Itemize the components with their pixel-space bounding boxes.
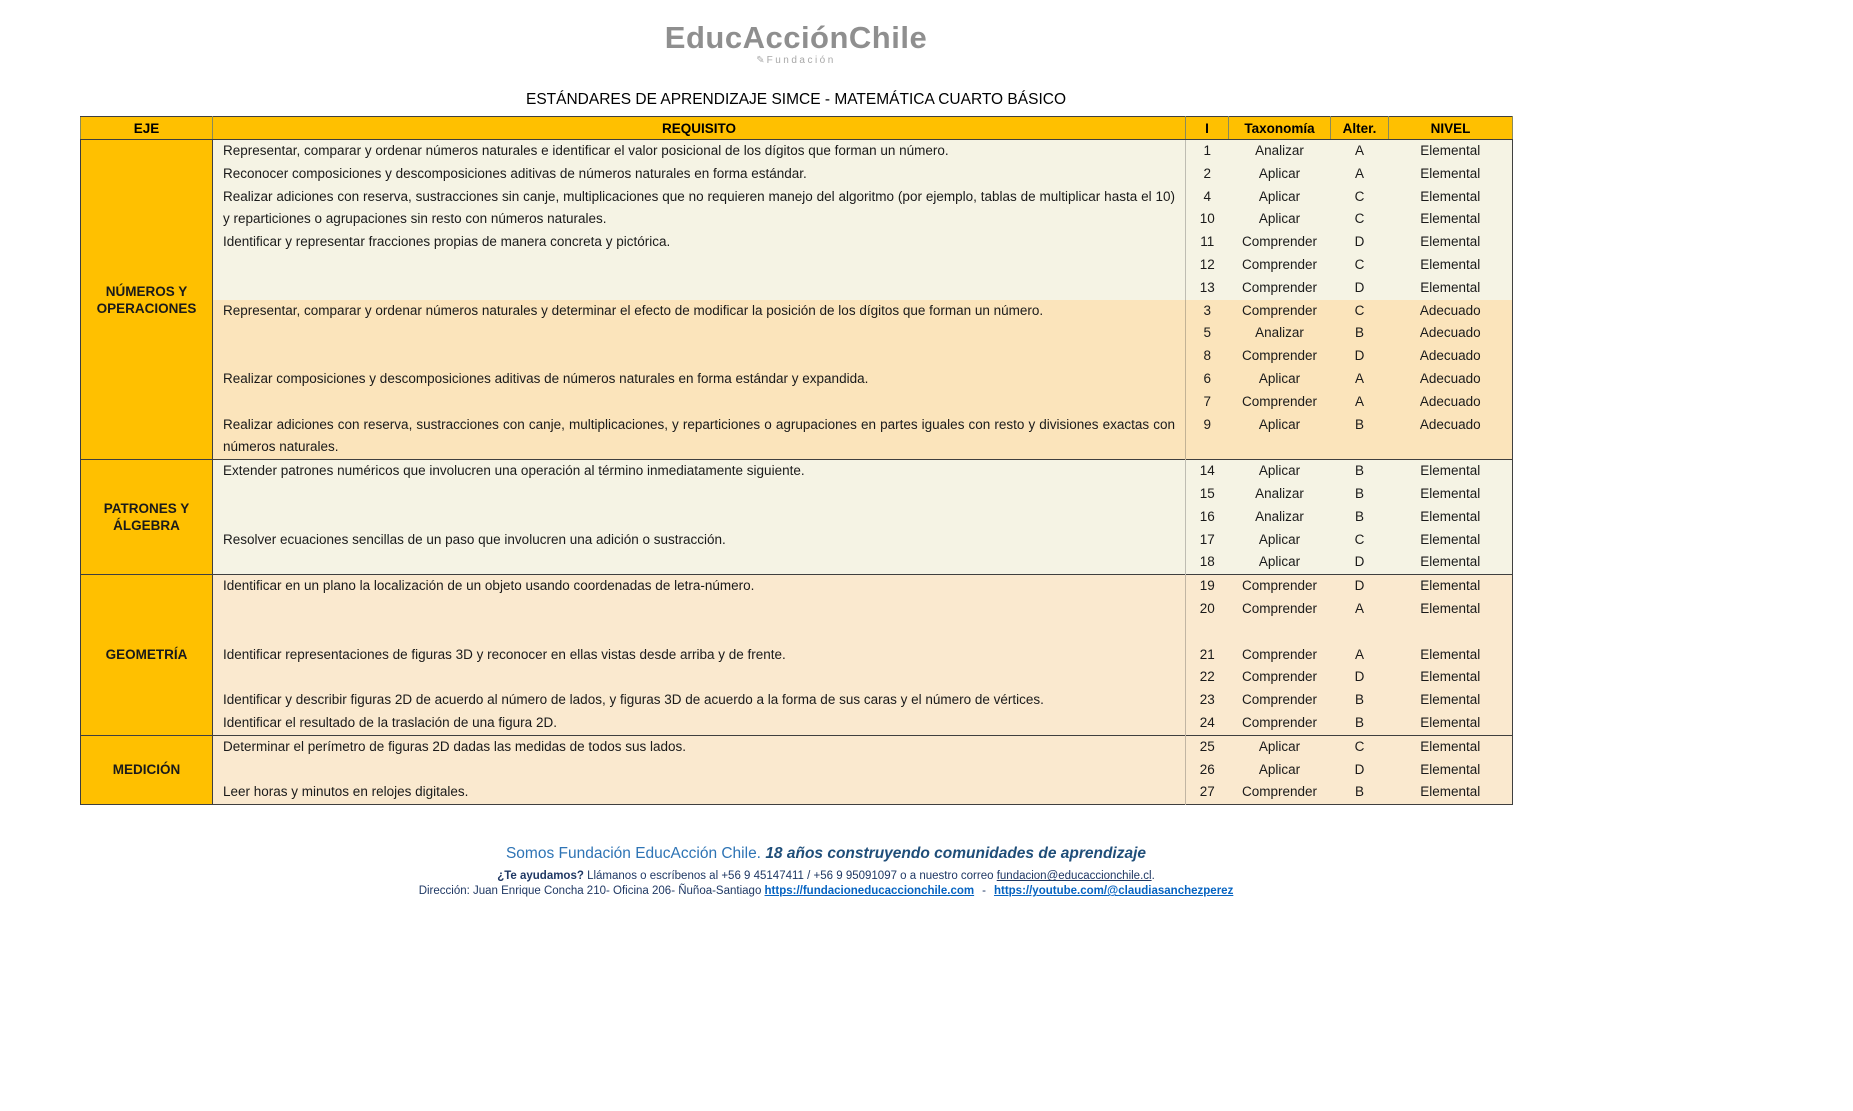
item-number: 22 xyxy=(1186,666,1229,689)
alternativa-value: A xyxy=(1331,368,1389,391)
table-row xyxy=(81,712,1513,735)
nivel-value: Elemental xyxy=(1389,644,1513,667)
column-header-item: I xyxy=(1186,117,1229,140)
email-link[interactable]: fundacion@educaccionchile.cl xyxy=(996,870,1152,883)
nivel-value: Adecuado xyxy=(1389,368,1513,391)
alternativa-value: A xyxy=(1331,163,1389,186)
taxonomia-value: Comprender xyxy=(1229,598,1331,621)
footer-contact-text: Llámanos o escríbenos al +56 9 45147411 / +56 9 95091097 o a nuestro correo xyxy=(583,870,997,883)
taxonomia-value: Comprender xyxy=(1229,689,1331,712)
alternativa-value: B xyxy=(1331,712,1389,735)
item-number: 11 xyxy=(1186,231,1229,254)
alternativa-value: A xyxy=(1331,391,1389,414)
requisito-cell: Identificar el resultado de la traslación de una figura 2D. xyxy=(213,712,1186,735)
footer-address-text: Dirección: Juan Enrique Concha 210- Oficina 206- Ñuñoa-Santiago xyxy=(418,885,765,898)
alternativa-value: B xyxy=(1331,689,1389,712)
alternativa-value: B xyxy=(1331,460,1389,483)
requisito-cell: Determinar el perímetro de figuras 2D dadas las medidas de todos sus lados. xyxy=(213,735,1186,781)
item-number: 20 xyxy=(1186,598,1229,621)
item-number: 21 xyxy=(1186,644,1229,667)
column-header-requisito: REQUISITO xyxy=(213,117,1186,140)
table-row xyxy=(81,186,1513,209)
item-number: 24 xyxy=(1186,712,1229,735)
nivel-value: Elemental xyxy=(1389,551,1513,574)
standards-table xyxy=(80,116,1513,805)
item-number: 1 xyxy=(1186,140,1229,163)
item-number xyxy=(1186,621,1229,644)
item-number: 25 xyxy=(1186,735,1229,758)
footer-contact xyxy=(110,870,1542,882)
taxonomia-value: Aplicar xyxy=(1229,208,1331,231)
alternativa-value: C xyxy=(1331,186,1389,209)
taxonomia-value: Comprender xyxy=(1229,254,1331,277)
taxonomia-value: Aplicar xyxy=(1229,529,1331,552)
requisito-cell: Leer horas y minutos en relojes digitales. xyxy=(213,781,1186,804)
requisito-cell: Realizar composiciones y descomposiciones aditivas de números naturales en forma estándar y expandida. xyxy=(213,368,1186,414)
requisito-cell: Identificar en un plano la localización de un objeto usando coordenadas de letra-número. xyxy=(213,575,1186,644)
alternativa-value: B xyxy=(1331,483,1389,506)
taxonomia-value xyxy=(1229,621,1331,644)
eje-cell: PATRONES Y ÁLGEBRA xyxy=(81,460,213,575)
table-row xyxy=(81,575,1513,598)
taxonomia-value: Comprender xyxy=(1229,575,1331,598)
nivel-value: Elemental xyxy=(1389,277,1513,300)
column-header-alter: Alter. xyxy=(1331,117,1389,140)
alternativa-value: D xyxy=(1331,231,1389,254)
taxonomia-value: Aplicar xyxy=(1229,759,1331,782)
item-number: 16 xyxy=(1186,506,1229,529)
item-number: 26 xyxy=(1186,759,1229,782)
brand-logo: EducAcciónChile xyxy=(664,20,928,55)
taxonomia-value: Analizar xyxy=(1229,483,1331,506)
footer-link-separator: - xyxy=(982,885,986,898)
table-row xyxy=(81,460,1513,483)
item-number: 3 xyxy=(1186,300,1229,323)
alternativa-value: A xyxy=(1331,598,1389,621)
item-number: 6 xyxy=(1186,368,1229,391)
taxonomia-value: Analizar xyxy=(1229,506,1331,529)
alternativa-value: C xyxy=(1331,300,1389,323)
brand-tagline xyxy=(80,56,1512,66)
table-row xyxy=(81,163,1513,186)
requisito-cell: Identificar y describir figuras 2D de acuerdo al número de lados, y figuras 3D de acuerdo a la forma de sus caras y el número de vértices. xyxy=(213,689,1186,712)
standards-table-body xyxy=(81,140,1513,805)
nivel-value: Elemental xyxy=(1389,460,1513,483)
nivel-value xyxy=(1389,437,1513,460)
nivel-value: Elemental xyxy=(1389,529,1513,552)
item-number: 10 xyxy=(1186,208,1229,231)
alternativa-value: C xyxy=(1331,208,1389,231)
taxonomia-value: Comprender xyxy=(1229,712,1331,735)
item-number: 13 xyxy=(1186,277,1229,300)
alternativa-value: B xyxy=(1331,506,1389,529)
alternativa-value: B xyxy=(1331,781,1389,804)
alternativa-value: D xyxy=(1331,759,1389,782)
taxonomia-value: Comprender xyxy=(1229,781,1331,804)
header-row xyxy=(81,117,1513,140)
alternativa-value: B xyxy=(1331,322,1389,345)
taxonomia-value: Aplicar xyxy=(1229,551,1331,574)
nivel-value: Elemental xyxy=(1389,759,1513,782)
footer-tagline xyxy=(110,845,1542,863)
footer-contact-period: . xyxy=(1151,870,1155,883)
footer-tagline-regular: Somos Fundación EducAcción Chile. xyxy=(505,845,766,863)
alternativa-value: D xyxy=(1331,666,1389,689)
requisito-cell: Reconocer composiciones y descomposiciones aditivas de números naturales en forma estándar. xyxy=(213,163,1186,186)
table-row xyxy=(81,529,1513,552)
taxonomia-value: Comprender xyxy=(1229,345,1331,368)
nivel-value: Elemental xyxy=(1389,483,1513,506)
alternativa-value: C xyxy=(1331,254,1389,277)
item-number: 8 xyxy=(1186,345,1229,368)
item-number: 17 xyxy=(1186,529,1229,552)
column-header-taxonomia: Taxonomía xyxy=(1229,117,1331,140)
table-row xyxy=(81,781,1513,804)
nivel-value: Elemental xyxy=(1389,140,1513,163)
requisito-cell: Representar, comparar y ordenar números naturales y determinar el efecto de modificar la posición de los dígitos que forman un número. xyxy=(213,300,1186,368)
alternativa-value: A xyxy=(1331,140,1389,163)
requisito-cell: Identificar representaciones de figuras 3D y reconocer en ellas vistas desde arriba y de frente. xyxy=(213,644,1186,690)
nivel-value: Elemental xyxy=(1389,735,1513,758)
nivel-value: Adecuado xyxy=(1389,414,1513,437)
footer-contact-question: ¿Te ayudamos? xyxy=(497,870,584,883)
alternativa-value: B xyxy=(1331,414,1389,437)
eje-cell: GEOMETRÍA xyxy=(81,575,213,736)
item-number: 12 xyxy=(1186,254,1229,277)
table-row xyxy=(81,735,1513,758)
taxonomia-value: Aplicar xyxy=(1229,186,1331,209)
nivel-value: Elemental xyxy=(1389,163,1513,186)
item-number: 2 xyxy=(1186,163,1229,186)
taxonomia-value: Comprender xyxy=(1229,277,1331,300)
taxonomia-value: Aplicar xyxy=(1229,368,1331,391)
alternativa-value: C xyxy=(1331,529,1389,552)
nivel-value: Elemental xyxy=(1389,712,1513,735)
nivel-value: Elemental xyxy=(1389,666,1513,689)
pen-icon: ✎ xyxy=(756,55,765,66)
brand-tagline-label: Fundación xyxy=(766,55,836,66)
item-number: 15 xyxy=(1186,483,1229,506)
footer-tagline-bold: 18 años construyendo comunidades de aprendizaje xyxy=(765,845,1147,863)
taxonomia-value: Aplicar xyxy=(1229,460,1331,483)
item-number: 14 xyxy=(1186,460,1229,483)
taxonomia-value: Comprender xyxy=(1229,666,1331,689)
taxonomia-value: Comprender xyxy=(1229,644,1331,667)
nivel-value: Elemental xyxy=(1389,689,1513,712)
alternativa-value: D xyxy=(1331,551,1389,574)
column-header-eje: EJE xyxy=(81,117,213,140)
taxonomia-value: Aplicar xyxy=(1229,735,1331,758)
nivel-value: Elemental xyxy=(1389,254,1513,277)
taxonomia-value: Comprender xyxy=(1229,231,1331,254)
item-number: 9 xyxy=(1186,414,1229,437)
nivel-value: Adecuado xyxy=(1389,322,1513,345)
alternativa-value: D xyxy=(1331,575,1389,598)
taxonomia-value: Aplicar xyxy=(1229,414,1331,437)
nivel-value: Adecuado xyxy=(1389,345,1513,368)
table-row xyxy=(81,368,1513,391)
item-number: 5 xyxy=(1186,322,1229,345)
taxonomia-value: Analizar xyxy=(1229,140,1331,163)
eje-cell: MEDICIÓN xyxy=(81,735,213,804)
nivel-value: Elemental xyxy=(1389,231,1513,254)
taxonomia-value: Comprender xyxy=(1229,391,1331,414)
table-row xyxy=(81,644,1513,667)
table-row xyxy=(81,414,1513,437)
column-header-nivel: NIVEL xyxy=(1389,117,1513,140)
item-number xyxy=(1186,437,1229,460)
nivel-value: Elemental xyxy=(1389,598,1513,621)
alternativa-value xyxy=(1331,437,1389,460)
brand-header xyxy=(80,22,1512,66)
table-row xyxy=(81,140,1513,163)
nivel-value: Elemental xyxy=(1389,575,1513,598)
table-row xyxy=(81,300,1513,323)
taxonomia-value xyxy=(1229,437,1331,460)
requisito-cell: Resolver ecuaciones sencillas de un paso que involucren una adición o sustracción. xyxy=(213,529,1186,575)
alternativa-value: C xyxy=(1331,735,1389,758)
alternativa-value: D xyxy=(1331,277,1389,300)
website-link[interactable]: https://fundacioneducaccionchile.com xyxy=(764,885,975,898)
item-number: 27 xyxy=(1186,781,1229,804)
requisito-cell: Realizar adiciones con reserva, sustracciones sin canje, multiplicaciones que no requieren manejo del algoritmo (por ejemplo, tablas de multiplicar hasta el 10) y reparticiones o agrupaciones sin resto con números naturales. xyxy=(213,186,1186,232)
item-number: 4 xyxy=(1186,186,1229,209)
nivel-value: Adecuado xyxy=(1389,300,1513,323)
page-title: ESTÁNDARES DE APRENDIZAJE SIMCE - MATEMÁTICA CUARTO BÁSICO xyxy=(525,91,1066,108)
table-row xyxy=(81,689,1513,712)
item-number: 7 xyxy=(1186,391,1229,414)
taxonomia-value: Aplicar xyxy=(1229,163,1331,186)
item-number: 23 xyxy=(1186,689,1229,712)
nivel-value: Adecuado xyxy=(1389,391,1513,414)
requisito-cell: Identificar y representar fracciones propias de manera concreta y pictórica. xyxy=(213,231,1186,299)
nivel-value xyxy=(1389,621,1513,644)
taxonomia-value: Comprender xyxy=(1229,300,1331,323)
requisito-cell: Extender patrones numéricos que involucren una operación al término inmediatamente siguiente. xyxy=(213,460,1186,529)
page xyxy=(80,0,1512,897)
table-row xyxy=(81,231,1513,254)
requisito-cell: Representar, comparar y ordenar números naturales e identificar el valor posicional de los dígitos que forman un número. xyxy=(213,140,1186,163)
eje-cell: NÚMEROS Y OPERACIONES xyxy=(81,140,213,460)
youtube-link[interactable]: https://youtube.com/@claudiasanchezperez xyxy=(993,885,1234,898)
alternativa-value: A xyxy=(1331,644,1389,667)
footer-address xyxy=(110,885,1542,897)
taxonomia-value: Analizar xyxy=(1229,322,1331,345)
item-number: 19 xyxy=(1186,575,1229,598)
nivel-value: Elemental xyxy=(1389,506,1513,529)
footer xyxy=(110,845,1542,897)
alternativa-value xyxy=(1331,621,1389,644)
requisito-cell: Realizar adiciones con reserva, sustracciones con canje, multiplicaciones, y reparticiones o agrupaciones en partes iguales con resto y divisiones exactas con números naturales. xyxy=(213,414,1186,460)
nivel-value: Elemental xyxy=(1389,186,1513,209)
alternativa-value: D xyxy=(1331,345,1389,368)
item-number: 18 xyxy=(1186,551,1229,574)
nivel-value: Elemental xyxy=(1389,781,1513,804)
nivel-value: Elemental xyxy=(1389,208,1513,231)
